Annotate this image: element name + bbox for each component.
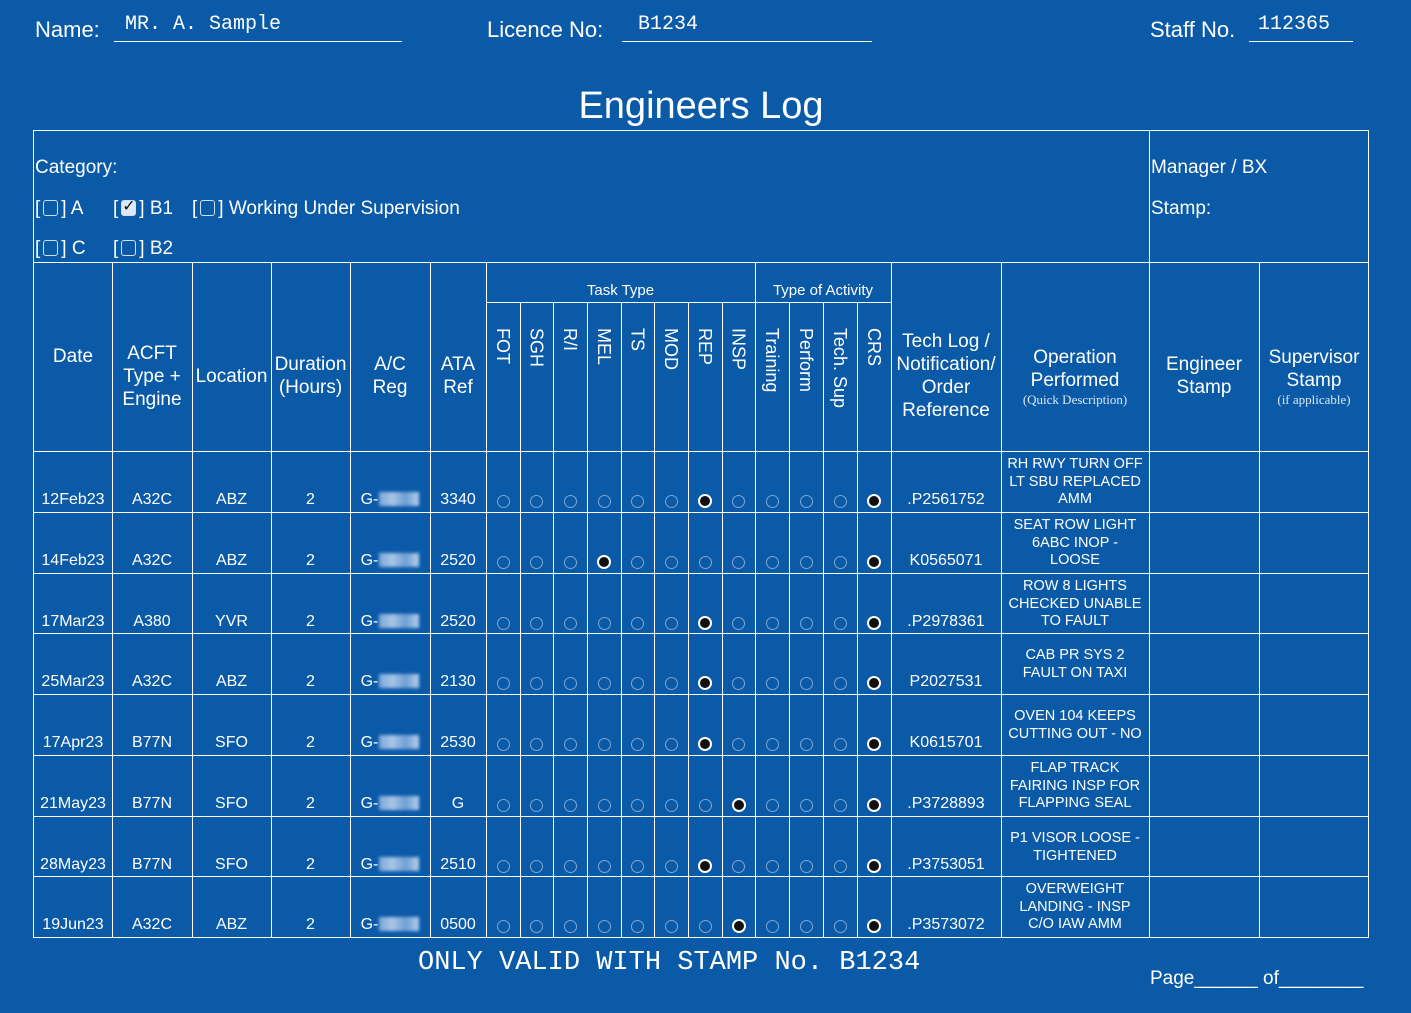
- row-location: SFO: [215, 795, 248, 812]
- checkbox-c[interactable]: [43, 240, 58, 256]
- task-radio-mel[interactable]: [598, 677, 611, 690]
- task-type-fot-header: FOT: [493, 328, 513, 364]
- activity-radio-training[interactable]: [766, 920, 779, 933]
- task-radio-mod[interactable]: [665, 617, 678, 630]
- supervisor-subtitle: (if applicable): [1277, 391, 1351, 407]
- category-option-b1[interactable]: [✓ ] B1: [113, 198, 173, 220]
- task-type-ts-header: TS: [627, 328, 648, 352]
- category-option-a[interactable]: [ ] A: [35, 198, 84, 219]
- activity-radio-perform[interactable]: [800, 556, 813, 569]
- row-location: ABZ: [215, 552, 248, 569]
- row-acft: B77N: [131, 734, 173, 751]
- activity-type-training-header: Training: [762, 328, 782, 393]
- manager-label: Manager / BX: [1151, 157, 1268, 178]
- row-ata: 2510: [440, 856, 476, 873]
- row-duration: 2: [306, 491, 315, 508]
- row-ata: 2530: [440, 734, 476, 751]
- row-location: ABZ: [215, 491, 248, 508]
- row-ata: 0500: [440, 916, 476, 933]
- row-acft: B77N: [131, 795, 173, 812]
- activity-radio-training[interactable]: [766, 556, 779, 569]
- task-radio-ts[interactable]: [631, 556, 644, 569]
- row-date: 14Feb23: [41, 552, 105, 569]
- row-reg-prefix: G-: [360, 673, 379, 690]
- operation-line: AMM: [1058, 491, 1092, 508]
- activity-type-crs-header: CRS: [864, 328, 884, 367]
- task-radio-ts[interactable]: [631, 860, 644, 873]
- row-location: ABZ: [215, 916, 248, 933]
- task-radio-ri[interactable]: [564, 860, 577, 873]
- task-radio-ts[interactable]: [631, 799, 644, 812]
- row-tech-log-ref: .P2978361: [907, 613, 985, 630]
- activity-radio-crs[interactable]: [867, 494, 881, 508]
- row-operation: [1001, 819, 1149, 876]
- task-column-divider: [654, 302, 655, 937]
- operation-line: CUTTING OUT - NO: [1008, 725, 1142, 742]
- operation-line: FAIRING INSP FOR: [1009, 777, 1141, 794]
- row-operation: [1001, 879, 1149, 936]
- validity-footer: ONLY VALID WITH STAMP No. B1234: [418, 948, 921, 978]
- redacted-registration: [379, 917, 419, 931]
- licence-value: B1234: [638, 13, 699, 36]
- task-radio-rep[interactable]: [699, 920, 712, 933]
- task-radio-insp[interactable]: [732, 738, 745, 751]
- task-radio-ts[interactable]: [631, 677, 644, 690]
- task-radio-mod[interactable]: [665, 799, 678, 812]
- redacted-registration: [379, 614, 419, 628]
- task-type-header: Task Type: [586, 282, 655, 299]
- row-operation: [1001, 515, 1149, 572]
- row-reg: [350, 613, 430, 631]
- activity-radio-crs[interactable]: [867, 859, 881, 873]
- activity-type-header: Type of Activity: [772, 282, 874, 299]
- task-radio-sgh[interactable]: [530, 860, 543, 873]
- row-reg-prefix: G-: [360, 613, 379, 630]
- row-operation: [1001, 454, 1149, 511]
- task-radio-sgh[interactable]: [530, 920, 543, 933]
- activity-radio-crs[interactable]: [867, 555, 881, 569]
- row-tech-log-ref: .P3728893: [907, 795, 985, 812]
- task-column-divider: [587, 302, 588, 937]
- task-radio-insp[interactable]: [732, 919, 746, 933]
- task-radio-rep[interactable]: [698, 616, 712, 630]
- name-value: MR. A. Sample: [125, 13, 282, 36]
- row-operation: [1001, 636, 1149, 693]
- row-duration: 2: [306, 613, 315, 630]
- activity-radio-techsup[interactable]: [834, 920, 847, 933]
- category-option-b2-label: B2: [149, 238, 174, 259]
- activity-radio-crs[interactable]: [867, 919, 881, 933]
- task-radio-rep[interactable]: [699, 799, 712, 812]
- operation-line: LOOSE: [1050, 552, 1100, 569]
- row-date: 21May23: [40, 795, 106, 812]
- checkbox-supervision[interactable]: [200, 200, 215, 216]
- row-tech-log-ref: K0565071: [909, 552, 983, 569]
- activity-radio-techsup[interactable]: [834, 799, 847, 812]
- operation-line: OVEN 104 KEEPS: [1014, 708, 1136, 724]
- task-type-rep-header: REP: [695, 328, 715, 366]
- row-divider: [34, 816, 1369, 817]
- row-ata: 2130: [440, 673, 476, 690]
- task-radio-sgh[interactable]: [530, 495, 543, 508]
- row-reg-prefix: G-: [360, 491, 379, 508]
- redacted-registration: [379, 796, 419, 810]
- staff-label: Staff No.: [1150, 17, 1236, 42]
- row-divider: [34, 876, 1369, 877]
- operation-line: CHECKED UNABLE: [1008, 595, 1142, 612]
- category-option-a-label: A: [70, 198, 84, 219]
- row-acft: B77N: [131, 856, 173, 873]
- operation-line: C/O IAW AMM: [1028, 916, 1122, 933]
- task-radio-insp[interactable]: [732, 495, 745, 508]
- task-radio-rep[interactable]: [698, 859, 712, 873]
- row-divider: [34, 512, 1369, 513]
- row-divider: [34, 755, 1369, 756]
- name-label: Name:: [35, 17, 100, 42]
- activity-radio-crs[interactable]: [867, 616, 881, 630]
- activity-radio-perform[interactable]: [800, 860, 813, 873]
- task-radio-fot[interactable]: [497, 556, 510, 569]
- column-divider: [486, 262, 487, 937]
- activity-radio-perform[interactable]: [800, 617, 813, 630]
- row-date: 12Feb23: [41, 491, 105, 508]
- row-reg: [350, 916, 430, 934]
- category-label: Category:: [35, 157, 118, 178]
- col-header-operation: Operation Performed (Quick Description): [1022, 346, 1128, 407]
- task-type-sgh-header: SGH: [526, 328, 547, 368]
- checkbox-a[interactable]: [43, 200, 58, 216]
- task-radio-ts[interactable]: [631, 738, 644, 751]
- activity-radio-perform[interactable]: [800, 495, 813, 508]
- task-radio-fot[interactable]: [497, 920, 510, 933]
- task-radio-mel[interactable]: [597, 555, 611, 569]
- row-reg: [350, 795, 430, 813]
- row-date: 19Jun23: [42, 916, 104, 933]
- activity-radio-techsup[interactable]: [834, 738, 847, 751]
- row-acft: A32C: [131, 673, 173, 690]
- row-reg: [350, 552, 430, 570]
- task-radio-ri[interactable]: [564, 617, 577, 630]
- operation-line: LANDING - INSP: [1019, 898, 1131, 915]
- row-duration: 2: [306, 734, 315, 751]
- task-radio-mod[interactable]: [665, 860, 678, 873]
- row-reg-prefix: G-: [360, 552, 379, 569]
- row-duration: 2: [306, 673, 315, 690]
- row-date: 25Mar23: [41, 673, 105, 690]
- task-radio-mod[interactable]: [665, 556, 678, 569]
- row-location: SFO: [215, 734, 248, 751]
- task-radio-ri[interactable]: [564, 799, 577, 812]
- row-ata: 2520: [440, 552, 476, 569]
- row-operation: [1001, 697, 1149, 754]
- row-ata: G: [451, 795, 465, 812]
- task-radio-rep[interactable]: [699, 556, 712, 569]
- activity-radio-techsup[interactable]: [834, 617, 847, 630]
- task-column-divider: [553, 302, 554, 937]
- operation-line: SEAT ROW LIGHT: [1013, 517, 1137, 534]
- checkbox-b2[interactable]: [121, 240, 136, 256]
- col-header-supervisor-stamp: Supervisor Stamp (if applicable): [1268, 346, 1360, 407]
- task-radio-mel[interactable]: [598, 495, 611, 508]
- activity-radio-techsup[interactable]: [834, 677, 847, 690]
- row-reg-prefix: G-: [360, 795, 379, 812]
- row-location: SFO: [215, 856, 248, 873]
- row-duration: 2: [306, 795, 315, 812]
- task-type-mel-header: MEL: [594, 328, 614, 366]
- task-radio-ri[interactable]: [564, 677, 577, 690]
- activity-radio-crs[interactable]: [867, 676, 881, 690]
- row-tech-log-ref: .P3573072: [907, 916, 985, 933]
- licence-label: Licence No:: [487, 17, 604, 42]
- activity-radio-crs[interactable]: [867, 798, 881, 812]
- task-radio-sgh[interactable]: [530, 738, 543, 751]
- redacted-registration: [379, 553, 419, 567]
- activity-radio-perform[interactable]: [800, 920, 813, 933]
- task-radio-rep[interactable]: [698, 737, 712, 751]
- column-divider: [1149, 131, 1150, 937]
- manager-stamp-label: Stamp:: [1151, 198, 1212, 219]
- col-header-reg: A/C Reg: [372, 354, 408, 398]
- activity-radio-perform[interactable]: [800, 677, 813, 690]
- task-radio-ts[interactable]: [631, 617, 644, 630]
- row-reg-prefix: G-: [360, 734, 379, 751]
- operation-line: FAULT ON TAXI: [1022, 664, 1128, 681]
- task-radio-rep[interactable]: [698, 494, 712, 508]
- activity-radio-perform[interactable]: [800, 738, 813, 751]
- operation-line: FLAPPING SEAL: [1018, 795, 1132, 812]
- task-radio-mod[interactable]: [665, 738, 678, 751]
- operation-line: TIGHTENED: [1033, 847, 1117, 864]
- task-column-divider: [688, 302, 689, 937]
- activity-radio-perform[interactable]: [800, 799, 813, 812]
- activity-radio-techsup[interactable]: [834, 556, 847, 569]
- row-reg: [350, 734, 430, 752]
- task-radio-ri[interactable]: [564, 556, 577, 569]
- task-radio-ri[interactable]: [564, 495, 577, 508]
- task-radio-sgh[interactable]: [530, 799, 543, 812]
- col-header-techlog: Tech Log / Notification/ Order Reference: [896, 331, 996, 421]
- activity-radio-training[interactable]: [766, 738, 779, 751]
- category-option-c[interactable]: [ ] C: [35, 238, 86, 259]
- row-acft: A380: [133, 613, 171, 630]
- operation-line: RH RWY TURN OFF: [1007, 456, 1143, 473]
- category-option-b2[interactable]: [ ] B2: [113, 238, 174, 259]
- row-location: ABZ: [215, 673, 248, 690]
- operation-line: CAB PR SYS 2: [1025, 647, 1125, 663]
- activity-type-techsup-header: Tech. Sup: [830, 328, 850, 409]
- activity-radio-techsup[interactable]: [834, 860, 847, 873]
- task-radio-rep[interactable]: [698, 676, 712, 690]
- task-radio-fot[interactable]: [497, 617, 510, 630]
- activity-column-divider: [823, 302, 824, 937]
- row-tech-log-ref: P2027531: [909, 673, 983, 690]
- task-radio-sgh[interactable]: [530, 617, 543, 630]
- task-radio-ri[interactable]: [564, 738, 577, 751]
- activity-radio-training[interactable]: [766, 495, 779, 508]
- page-title: Engineers Log: [578, 85, 824, 127]
- task-column-divider: [621, 302, 622, 937]
- row-divider: [34, 633, 1369, 634]
- task-radio-insp[interactable]: [732, 677, 745, 690]
- task-radio-mel[interactable]: [598, 799, 611, 812]
- task-column-divider: [520, 302, 521, 937]
- staff-value: 112365: [1258, 13, 1331, 36]
- col-header-engineer-stamp: Engineer Stamp: [1165, 354, 1243, 398]
- operation-line: ROW 8 LIGHTS: [1023, 578, 1127, 595]
- task-type-ri-header: R/I: [560, 328, 580, 352]
- task-radio-fot[interactable]: [497, 738, 510, 751]
- row-duration: 2: [306, 552, 315, 569]
- activity-type-perform-header: Perform: [796, 328, 816, 393]
- row-ata: 3340: [440, 491, 476, 508]
- row-operation: [1001, 758, 1149, 815]
- task-type-mod-header: MOD: [661, 328, 681, 370]
- redacted-registration: [379, 674, 419, 688]
- activity-column-divider: [857, 302, 858, 937]
- row-acft: A32C: [131, 552, 173, 569]
- task-radio-mel[interactable]: [598, 617, 611, 630]
- redacted-registration: [379, 857, 419, 871]
- activity-radio-training[interactable]: [766, 677, 779, 690]
- row-date: 28May23: [40, 856, 106, 873]
- activity-radio-crs[interactable]: [867, 737, 881, 751]
- category-option-supervision[interactable]: [ ] Working Under Supervision: [192, 198, 460, 219]
- task-radio-fot[interactable]: [497, 677, 510, 690]
- task-radio-ri[interactable]: [564, 920, 577, 933]
- task-radio-mel[interactable]: [598, 860, 611, 873]
- task-radio-mod[interactable]: [665, 495, 678, 508]
- task-radio-mel[interactable]: [598, 738, 611, 751]
- redacted-registration: [379, 735, 419, 749]
- row-reg: [350, 673, 430, 691]
- task-radio-fot[interactable]: [497, 860, 510, 873]
- task-radio-ts[interactable]: [631, 495, 644, 508]
- row-reg: [350, 856, 430, 874]
- category-option-c-label: C: [71, 238, 86, 259]
- page-number: Page______ of________: [1150, 968, 1364, 989]
- operation-line: TO FAULT: [1041, 613, 1109, 630]
- task-radio-sgh[interactable]: [530, 677, 543, 690]
- row-duration: 2: [306, 916, 315, 933]
- row-location: YVR: [215, 613, 248, 630]
- activity-radio-training[interactable]: [766, 860, 779, 873]
- task-radio-fot[interactable]: [497, 799, 510, 812]
- col-header-acft: ACFT Type + Engine: [122, 342, 182, 410]
- row-ata: 2520: [440, 613, 476, 630]
- task-radio-mod[interactable]: [665, 677, 678, 690]
- column-divider: [755, 262, 756, 937]
- row-divider: [34, 694, 1369, 695]
- row-date: 17Mar23: [41, 613, 105, 630]
- operation-line: P1 VISOR LOOSE -: [1010, 830, 1140, 846]
- col-header-date: Date: [52, 345, 94, 367]
- operation-line: FLAP TRACK: [1030, 760, 1120, 777]
- task-radio-insp[interactable]: [732, 556, 745, 569]
- operation-line: LT SBU REPLACED: [1009, 473, 1141, 490]
- row-reg-prefix: G-: [360, 856, 379, 873]
- task-radio-ts[interactable]: [631, 920, 644, 933]
- row-divider: [34, 573, 1369, 574]
- task-radio-insp[interactable]: [732, 798, 746, 812]
- row-tech-log-ref: .P3753051: [907, 856, 985, 873]
- col-header-ata: ATA Ref: [440, 354, 476, 398]
- activity-column-divider: [789, 302, 790, 937]
- row-date: 17Apr23: [42, 734, 104, 751]
- task-radio-fot[interactable]: [497, 495, 510, 508]
- row-duration: 2: [306, 856, 315, 873]
- task-radio-mel[interactable]: [598, 920, 611, 933]
- activity-radio-techsup[interactable]: [834, 495, 847, 508]
- task-radio-insp[interactable]: [732, 860, 745, 873]
- activity-radio-training[interactable]: [766, 799, 779, 812]
- row-reg: [350, 491, 430, 509]
- category-option-b1-label: B1: [149, 198, 174, 219]
- row-acft: A32C: [131, 916, 173, 933]
- activity-radio-training[interactable]: [766, 617, 779, 630]
- task-column-divider: [722, 302, 723, 937]
- task-radio-insp[interactable]: [732, 617, 745, 630]
- operation-line: OVERWEIGHT: [1025, 881, 1125, 898]
- row-tech-log-ref: K0615701: [909, 734, 983, 751]
- checkbox-b1[interactable]: [121, 200, 136, 216]
- category-option-supervision-label: Working Under Supervision: [228, 198, 460, 219]
- row-acft: A32C: [131, 491, 173, 508]
- operation-subtitle: (Quick Description): [1022, 391, 1128, 407]
- col-header-location: Location: [195, 365, 268, 387]
- row-operation: [1001, 576, 1149, 633]
- row-tech-log-ref: .P2561752: [907, 491, 985, 508]
- task-type-insp-header: INSP: [728, 328, 749, 371]
- task-radio-sgh[interactable]: [530, 556, 543, 569]
- redacted-registration: [379, 492, 419, 506]
- task-radio-mod[interactable]: [665, 920, 678, 933]
- operation-line: 6ABC INOP -: [1032, 534, 1118, 551]
- row-reg-prefix: G-: [360, 916, 379, 933]
- col-header-duration: Duration (Hours): [274, 354, 347, 398]
